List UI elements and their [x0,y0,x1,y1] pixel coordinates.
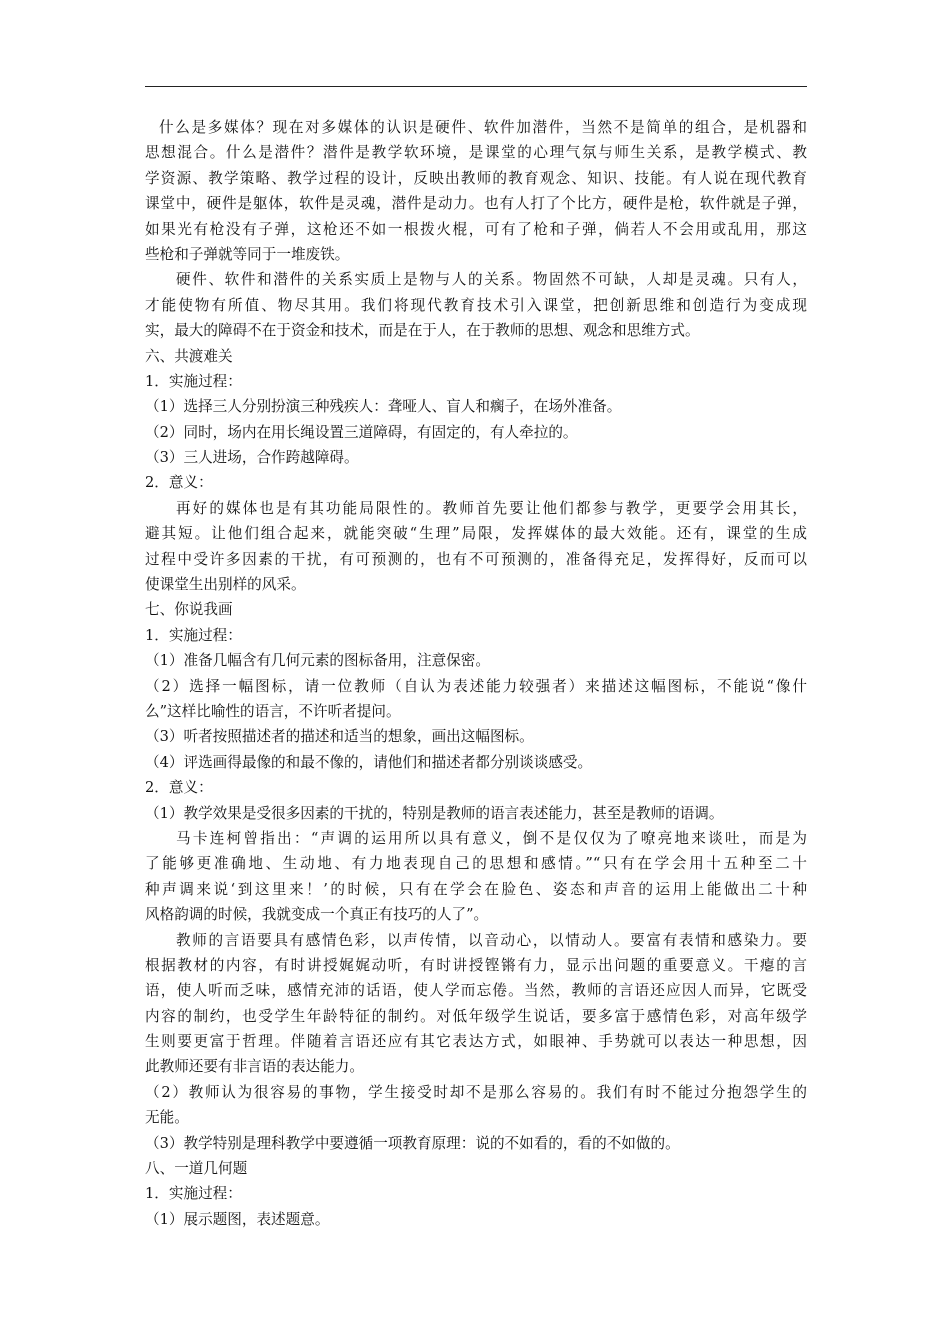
text-line: （1）教学效果是受很多因素的干扰的，特别是教师的语言表述能力，甚至是教师的语调。 [145,804,724,822]
text-line: （2）同时，场内在用长绳设置三道障碍，有固定的，有人牵拉的。 [145,423,578,441]
text-line: 使课堂生出别样的风采。 [145,576,306,594]
text-line: 无能。 [145,1109,189,1127]
text-line: 了能够更准确地、生动地、有力地表现自己的思想和感情。”“只有在学会用十五种至二十 [145,855,807,873]
text-line: 1．实施过程： [145,1185,242,1203]
text-line: （1）准备几幅含有几何元素的图标备用，注意保密。 [145,652,490,670]
text-line: 2．意义： [145,474,213,492]
text-line: 种声调来说‘到这里来！’的时候，只有在学会在脸色、姿态和声音的运用上能做出二十种 [145,880,807,898]
text-line: 语，使人听而乏味，感情充沛的话语，使人学而忘倦。当然，教师的言语还应因人而异，它既受 [145,982,807,1000]
text-line: 教师的言语要具有感情色彩，以声传情，以音动心，以情动人。要富有表情和感染力。要 [176,931,807,949]
text-line: （3）三人进场，合作跨越障碍。 [145,449,359,467]
text-line: 硬件、软件和潜件的关系实质上是物与人的关系。物固然不可缺，人却是灵魂。只有人， [176,271,807,289]
text-line: 实，最大的障碍不在于资金和技术，而是在于人，在于教师的思想、观念和思维方式。 [145,322,700,340]
text-line: 七、你说我画 [145,601,233,619]
text-line: （2）教师认为很容易的事物，学生接受时却不是那么容易的。我们有时不能过分抱怨学生的 [145,1083,807,1101]
text-line: 才能使物有所值、物尽其用。我们将现代教育技术引入课堂，把创新思维和创造行为变成现 [145,296,807,314]
text-line: 1．实施过程： [145,372,242,390]
text-line: 避其短。让他们组合起来，就能突破“生理”局限，发挥媒体的最大效能。还有，课堂的生成 [145,525,807,543]
text-line: （3）教学特别是理科教学中要遵循一项教育原理：说的不如看的，看的不如做的。 [145,1134,680,1152]
text-line: 根据教材的内容，有时讲授娓娓动听，有时讲授铿锵有力，显示出问题的重要意义。干瘪的言 [145,956,807,974]
text-line: 些枪和子弹就等同于一堆废铁。 [145,245,350,263]
text-line: （1）展示题图，表述题意。 [145,1210,330,1228]
text-line: 思想混合。什么是潜件？潜件是教学软环境，是课堂的心理气氛与师生关系，是教学模式、教 [145,144,807,162]
header-rule [145,86,807,87]
text-line: 风格韵调的时候，我就变成一个真正有技巧的人了”。 [145,906,489,924]
text-line: （1）选择三人分别扮演三种残疾人：聋哑人、盲人和瘸子，在场外准备。 [145,398,622,416]
text-line: （3）听者按照描述者的描述和适当的想象，画出这幅图标。 [145,728,534,746]
text-line: 此教师还要有非言语的表达能力。 [145,1058,364,1076]
text-line: 课堂中，硬件是躯体，软件是灵魂，潜件是动力。也有人打了个比方，硬件是枪，软件就是子弹， [145,195,807,213]
text-line: 么”这样比喻性的语言，不许听者提问。 [145,702,401,720]
text-line: 生则要更富于哲理。伴随着言语还应有其它表达方式，如眼神、手势就可以表达一种思想，因 [145,1033,807,1051]
text-line: （2）选择一幅图标，请一位教师（自认为表述能力较强者）来描述这幅图标，不能说“像什 [145,677,807,695]
text-line: 过程中受许多因素的干扰，有可预测的，也有不可预测的，准备得充足，发挥得好，反而可以 [145,550,807,568]
text-line: 如果光有枪没有子弹，这枪还不如一根拨火棍，可有了枪和子弹，倘若人不会用或乱用，那这 [145,220,807,238]
document-body [145,115,807,1232]
text-line: 八、一道几何题 [145,1160,248,1178]
text-line: （4）评选画得最像的和最不像的，请他们和描述者都分别谈谈感受。 [145,753,593,771]
text-line: 内容的制约，也受学生年龄特征的制约。对低年级学生说话，要多富于感情色彩，对高年级学 [145,1007,807,1025]
text-line: 什么是多媒体？现在对多媒体的认识是硬件、软件加潜件，当然不是简单的组合，是机器和 [159,119,807,136]
text-line: 马卡连柯曾指出：“声调的运用所以具有意义，倒不是仅仅为了嘹亮地来谈吐，而是为 [176,829,807,847]
text-line: 1．实施过程： [145,626,242,644]
text-line: 2．意义： [145,779,213,797]
text-line: 六、共渡难关 [145,347,233,365]
text-line: 再好的媒体也是有其功能局限性的。教师首先要让他们都参与教学，更要学会用其长， [176,499,807,517]
text-line: 学资源、教学策略、教学过程的设计，反映出教师的教育观念、知识、技能。有人说在现代教育 [145,169,807,187]
